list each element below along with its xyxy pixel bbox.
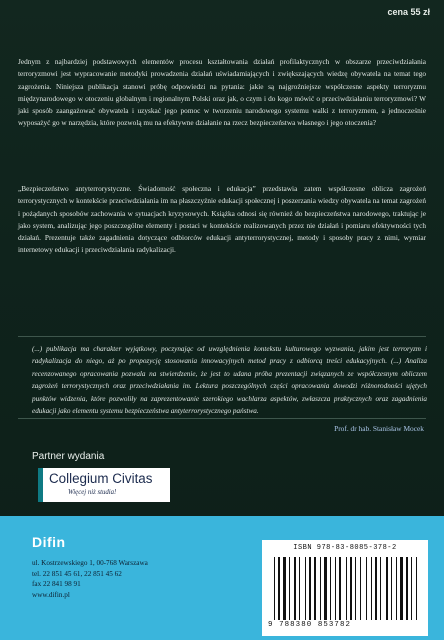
barcode-stripe: [350, 557, 352, 620]
barcode-stripe: [391, 557, 392, 620]
barcode-stripe: [324, 557, 327, 620]
barcode-stripe: [283, 557, 286, 620]
review-quote: (...) publikacja ma charakter wyjątkowy, poczynając od uwzględnienia kontekstu kulturowego wyzwania, jakim jest terroryzm i radykalizacja do niego, aż po propozycję stosowania innowacyjnych metod pracy z odbiorcą treści edukacyjnych. (...) Analiza recenzowanego opracowania pozwala na stwierdzenie, że jest to udana próba prezentacji związanych ze współczesnym obliczem zagrożeń terrorystycznych oraz przeciwdziałania im. Lektura poszczególnych części opracowania dowodzi różnorodności ujętych punktów widzenia, które pozwoliły na zaprezentowanie szerokiego wachlarza aspektów, zwłaszcza praktycznych oraz zagadnienia edukacji jako elementu systemu bezpieczeństwa antyterrorystycznego państwa.: [32, 345, 427, 416]
barcode-stripe: [339, 557, 341, 620]
barcode-stripe: [396, 557, 397, 620]
address-line: www.difin.pl: [32, 590, 70, 599]
barcode-stripe: [314, 557, 316, 620]
partner-label: Partner wydania: [32, 451, 105, 462]
barcode-stripe: [309, 557, 311, 620]
barcode-digits: 9 788380 853782: [268, 621, 352, 629]
barcode-stripe: [416, 557, 417, 620]
collegium-civitas-logo: [38, 468, 170, 502]
barcode-stripe: [380, 557, 381, 620]
barcode-bars: [274, 557, 419, 620]
logo-name: Collegium Civitas: [49, 471, 153, 486]
barcode-stripe: [371, 557, 372, 620]
address-line: fax 22 841 98 91: [32, 580, 81, 588]
barcode-stripe: [305, 557, 306, 620]
barcode-stripe: [294, 557, 296, 620]
barcode-stripe: [360, 557, 361, 620]
barcode-stripe: [386, 557, 388, 620]
address-line: ul. Kostrzewskiego 1, 00-768 Warszawa: [32, 559, 148, 567]
logo-accent-bar: [38, 468, 43, 502]
publisher-band: [0, 516, 444, 640]
barcode-stripe: [411, 557, 412, 620]
barcode-stripe: [400, 557, 403, 620]
blurb-paragraph-1-text: Jednym z najbardziej podstawowych elementów procesu kształtowania działań profilaktycznych w obszarze przeciwdziałania terroryzmowi jest wypracowanie metodyki prowadzenia działań uświadamiających i zwiększających wiedzę obywatela na temat tego zagrożenia. Niniejsza publikacja stanowi próbę odpowiedzi na pytania: jakie są najgroźniejsze współczesne aspekty terroryzmu międzynarodowego w otoczeniu globalnym i regionalnym Polski oraz jak, o czym i do kogo mówić o przeciwdziałaniu terroryzmowi? W jaki sposób zaangażować obywatela i uzyskać jego pomoc w tworzeniu narodowego systemu walki z terroryzmem, a jednocześnie wyposażyć go w narzędzia, które pozwolą mu na efektywne działanie na rzecz bezpieczeństwa własnego i jego otoczenia?: [18, 57, 426, 128]
barcode-stripe: [289, 557, 290, 620]
address-line: tel. 22 851 45 61, 22 851 45 62: [32, 569, 122, 578]
blurb-paragraph-1: [18, 56, 426, 130]
divider-top: [18, 336, 426, 337]
barcode-stripe: [335, 557, 336, 620]
barcode-stripe: [375, 557, 377, 620]
publisher-logo: Difin: [32, 534, 66, 550]
barcode-stripe: [355, 557, 356, 620]
publisher-address: [32, 558, 148, 600]
blurb-paragraph-2: [18, 183, 426, 257]
price-label: cena 55 zł: [387, 7, 430, 17]
divider-bottom: [18, 418, 426, 419]
barcode-stripe: [366, 557, 367, 620]
barcode-stripe: [299, 557, 300, 620]
barcode-stripe: [330, 557, 331, 620]
barcode-stripe: [346, 557, 347, 620]
barcode-stripe: [278, 557, 280, 620]
logo-tagline: Więcej niż studia!: [68, 489, 117, 496]
barcode-stripe: [406, 557, 408, 620]
barcode-stripe: [320, 557, 321, 620]
barcode-stripe: [274, 557, 275, 620]
isbn-label: ISBN 978-83-8085-378-2: [293, 544, 397, 552]
quote-author: Prof. dr hab. Stanisław Mocek: [334, 424, 424, 433]
barcode-panel: [262, 540, 428, 636]
blurb-paragraph-2-text: „Bezpieczeństwo antyterrorystyczne. Świadomość społeczna i edukacja” przedstawia zatem współczesne oblicza zagrożeń terrorystycznych w kontekście przeciwdziałania im na płaszczyźnie edukacji społecznej i poszerzania wiedzy obywatela na temat zagrożeń i pożądanych sposobów zachowania w sytuacjach kryzysowych. Książka odnosi się również do bezpieczeństwa narodowego, traktując je jako system, analizując jego poszczególne elementy i postaci w kontekście realizowanych przez nie działań i pomiaru efektywności tych działań. Prezentuje także zagadnienia dotyczące odbiorców edukacji antyterrorystycznej, metody i sposoby pracy z nimi, wymiar internetowy edukacji i przeciwdziałania radykalizacji.: [18, 184, 426, 255]
